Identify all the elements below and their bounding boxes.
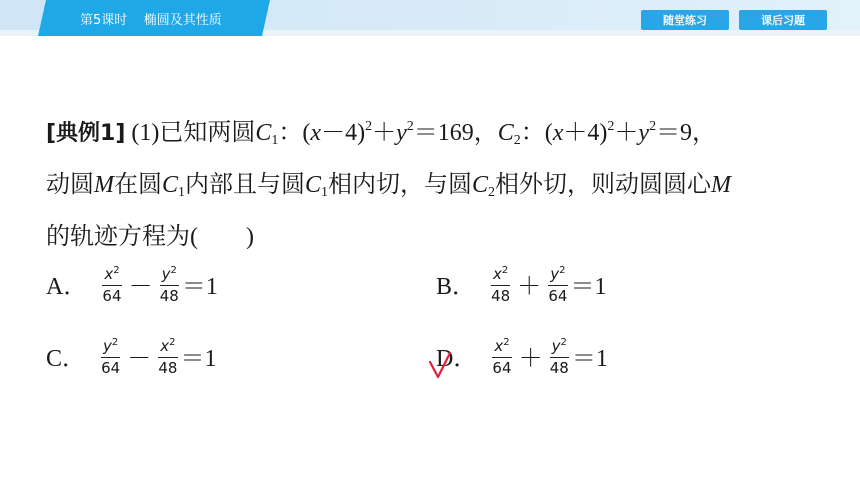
option-c-fraction-2 bbox=[158, 334, 177, 377]
option-b-rhs: ＝1 bbox=[570, 274, 607, 300]
option-a-fraction-2 bbox=[160, 262, 179, 305]
option-d-fraction-1 bbox=[492, 334, 511, 377]
option-c-exp-2: 2 bbox=[169, 337, 176, 348]
option-a-exp-1: 2 bbox=[113, 265, 120, 276]
option-d-num-2: y bbox=[551, 337, 561, 355]
line2-a: 动圆 bbox=[46, 172, 94, 198]
option-b-exp-2: 2 bbox=[559, 265, 566, 276]
colon-2: ：( bbox=[520, 120, 553, 146]
eq2-part: ＋4) bbox=[563, 120, 608, 146]
option-a-rhs: ＝1 bbox=[181, 274, 218, 300]
option-d-den-2: 48 bbox=[549, 359, 569, 377]
square-2: 2 bbox=[406, 119, 414, 134]
problem-statement bbox=[46, 104, 836, 260]
problem-line-2 bbox=[46, 163, 836, 215]
option-c-num-2: x bbox=[160, 337, 170, 355]
option-b-den-1: 48 bbox=[491, 287, 511, 305]
circle-c2: C bbox=[497, 120, 514, 146]
option-d[interactable] bbox=[436, 334, 608, 377]
option-c-den-1: 64 bbox=[101, 359, 121, 377]
option-a-exp-2: 2 bbox=[170, 265, 177, 276]
problem-part: (1)已知两圆 bbox=[131, 120, 256, 146]
option-b-fraction-2 bbox=[548, 262, 567, 305]
colon-1: ：( bbox=[278, 120, 311, 146]
option-a-den-1: 64 bbox=[102, 287, 122, 305]
option-c-rhs: ＝1 bbox=[180, 346, 217, 372]
c1-ref-2-subscript: 1 bbox=[321, 185, 329, 200]
c1-ref-1-subscript: 1 bbox=[178, 185, 186, 200]
option-a-label: A． bbox=[46, 274, 88, 300]
homework-button[interactable]: 课后习题 bbox=[739, 10, 827, 30]
option-c-operator: － bbox=[127, 346, 152, 372]
example-tag: [典例1] bbox=[46, 121, 126, 146]
eq1-part: －4) bbox=[321, 120, 366, 146]
square-1: 2 bbox=[365, 119, 373, 134]
c2-subscript: 2 bbox=[513, 133, 521, 148]
var-x-1: x bbox=[310, 120, 322, 146]
option-b-exp-1: 2 bbox=[501, 265, 509, 276]
option-a[interactable] bbox=[46, 262, 218, 305]
line2-b: 在圆 bbox=[114, 172, 162, 198]
option-a-num-2: y bbox=[161, 265, 171, 283]
line2-c: 内部且与圆 bbox=[185, 172, 306, 198]
option-b-fraction-1 bbox=[491, 262, 510, 305]
option-d-rhs: ＝1 bbox=[571, 346, 608, 372]
option-a-fraction-1 bbox=[102, 262, 121, 305]
option-c-exp-1: 2 bbox=[111, 337, 119, 348]
option-d-den-1: 64 bbox=[492, 359, 512, 377]
circle-c1-ref-2: C bbox=[305, 172, 322, 198]
option-b-label: B． bbox=[436, 274, 477, 300]
option-b-num-2: y bbox=[550, 265, 560, 283]
c1-subscript: 1 bbox=[271, 133, 279, 148]
option-a-operator: － bbox=[128, 274, 153, 300]
line2-e: 相外切，则动圆圆心 bbox=[495, 172, 712, 198]
option-a-num-1: x bbox=[104, 265, 114, 283]
square-3: 2 bbox=[607, 119, 615, 134]
option-d-exp-2: 2 bbox=[560, 337, 567, 348]
point-m-1: M bbox=[94, 172, 114, 198]
problem-line-3: 的轨迹方程为( ) bbox=[46, 224, 254, 250]
circle-c1-ref-1: C bbox=[162, 172, 179, 198]
check-mark-icon bbox=[428, 350, 452, 380]
plus-2: ＋ bbox=[614, 120, 639, 146]
option-c-den-2: 48 bbox=[158, 359, 178, 377]
var-y-1: y bbox=[396, 120, 407, 146]
option-b-operator: ＋ bbox=[517, 274, 542, 300]
var-x-2: x bbox=[552, 120, 564, 146]
plus-1: ＋ bbox=[372, 120, 397, 146]
option-a-den-2: 48 bbox=[159, 287, 179, 305]
option-b-den-2: 64 bbox=[548, 287, 568, 305]
point-m-2: M bbox=[711, 172, 732, 198]
eq2-end: ＝9， bbox=[656, 120, 717, 146]
circle-c2-ref: C bbox=[472, 172, 489, 198]
option-c-fraction-1 bbox=[101, 334, 120, 377]
lesson-title: 第5课时 椭圆及其性质 bbox=[80, 13, 222, 28]
line2-d: 相内切，与圆 bbox=[328, 172, 473, 198]
option-c-label: C． bbox=[46, 346, 87, 372]
square-4: 2 bbox=[649, 119, 657, 134]
practice-button[interactable]: 随堂练习 bbox=[641, 10, 729, 30]
var-y-2: y bbox=[638, 120, 650, 146]
option-b-num-1: x bbox=[493, 265, 502, 283]
option-d-operator: ＋ bbox=[518, 346, 543, 372]
circle-c1: C bbox=[255, 120, 272, 146]
option-d-label: D． bbox=[436, 346, 478, 372]
option-d-exp-1: 2 bbox=[503, 337, 510, 348]
option-c[interactable] bbox=[46, 334, 217, 377]
problem-line-1 bbox=[46, 104, 836, 163]
option-d-num-1: x bbox=[494, 337, 504, 355]
eq1-end: ＝169， bbox=[413, 120, 498, 146]
option-c-num-1: y bbox=[103, 337, 112, 355]
option-d-fraction-2 bbox=[550, 334, 569, 377]
c2-ref-subscript: 2 bbox=[488, 185, 496, 200]
option-b[interactable] bbox=[436, 262, 607, 305]
